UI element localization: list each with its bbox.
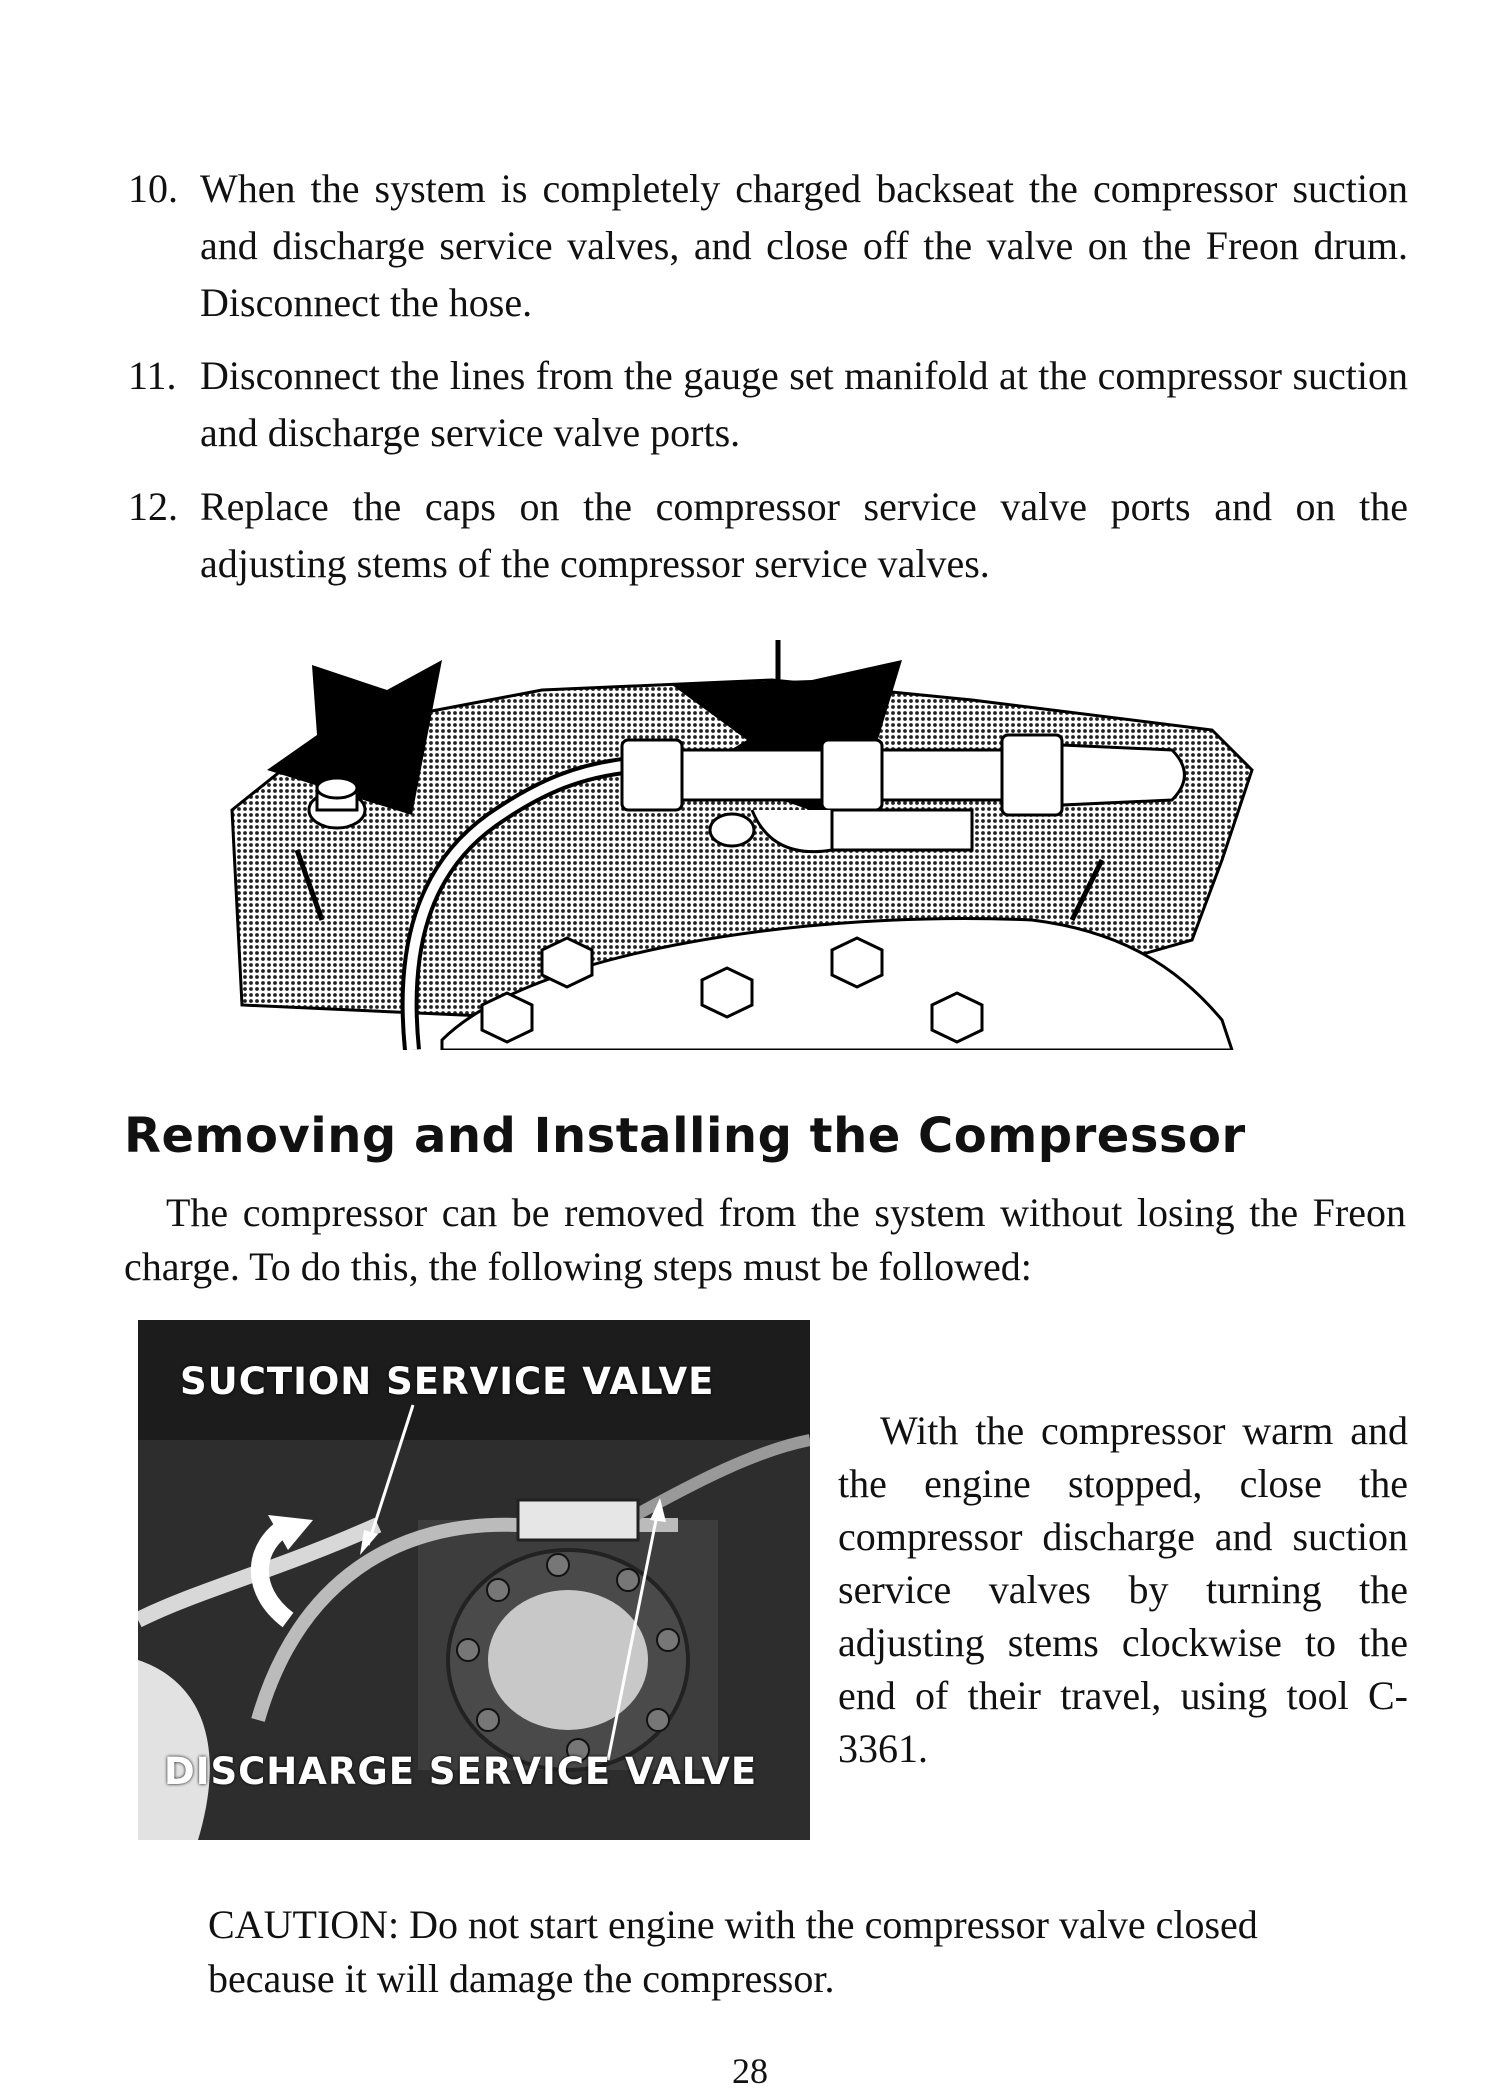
section-intro: The compressor can be removed from the system without losing the Freon charge. To do this, the following steps must be followed:: [124, 1190, 1406, 1289]
step-number: 11.: [128, 353, 177, 398]
discharge-valve-label: DISCHARGE SERVICE VALVE: [164, 1750, 758, 1793]
side-instructions: With the compressor warm and the engine stopped, close the compressor discharge and suction service valves by turning the adjusting stems clockwise to the end of their travel, using tool C-3361.: [838, 1408, 1408, 1771]
caution-note: CAUTION: Do not start engine with the compressor valve closed because it will damage the compressor.: [208, 1902, 1258, 2001]
page-number: 28: [732, 2051, 768, 2091]
section-heading: Removing and Installing the Compressor: [124, 1108, 1246, 1164]
compressor-photo: [138, 1320, 810, 1840]
step-text: When the system is completely charged backseat the compressor suction and discharge service valves, and close off the valve on the Freon drum. Disconnect the hose.: [200, 166, 1408, 325]
step-text: Disconnect the lines from the gauge set manifold at the compressor suction and discharge service valve ports.: [200, 353, 1408, 455]
step-number: 10.: [128, 166, 178, 211]
suction-valve-label: SUCTION SERVICE VALVE: [180, 1360, 715, 1403]
compressor-valve-illustration: [212, 620, 1302, 1050]
step-number: 12.: [128, 484, 178, 529]
step-text: Replace the caps on the compressor service valve ports and on the adjusting stems of the compressor service valves.: [200, 484, 1408, 586]
